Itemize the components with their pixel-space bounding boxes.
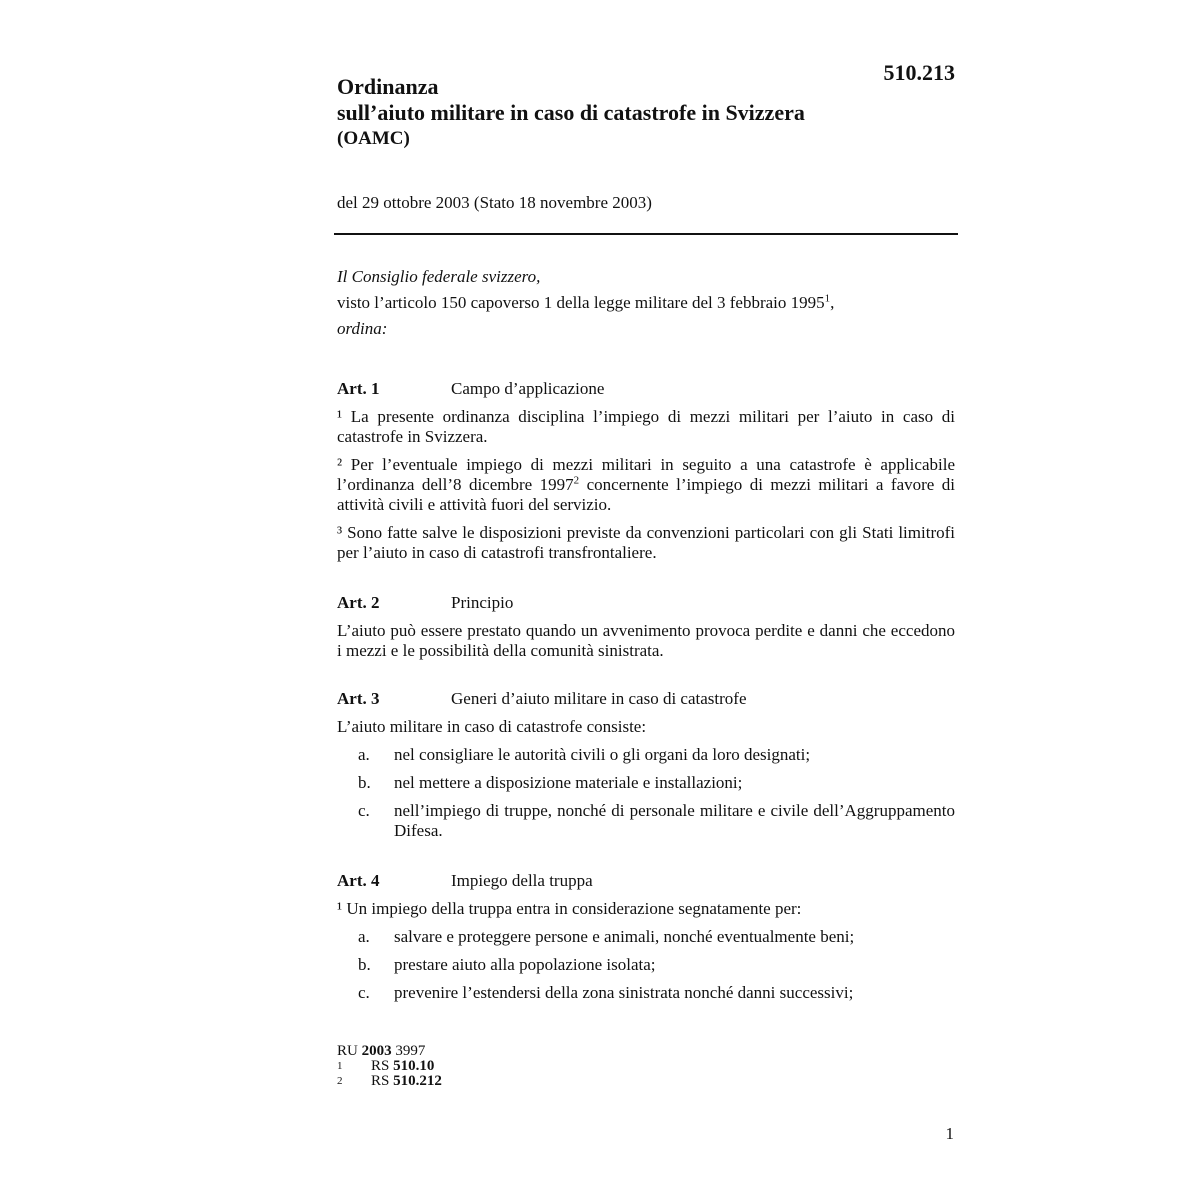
article-4-heading [337,871,955,891]
footnote-1-prefix: RS [371,1058,390,1074]
footnote-1-number: 1 [337,1060,343,1072]
official-collection-ref [337,1044,442,1059]
list-item [337,955,955,975]
footnote-1-text [371,1059,434,1074]
article-1-para-2 [337,455,955,515]
footnote-2-text [371,1074,442,1089]
footnotes [337,1044,442,1089]
ru-page: 3997 [395,1043,426,1059]
footnote-1-ref: 510.10 [393,1058,435,1074]
article-1-number: Art. 1 [337,379,380,398]
preamble [337,264,834,342]
footnote-ref-1[interactable]: 1 [824,292,831,305]
list-item-letter: c. [358,983,370,1002]
article-4 [337,871,955,1003]
list-item-letter: a. [358,927,370,946]
footnote-2-number: 2 [337,1075,343,1087]
article-3-number: Art. 3 [337,689,380,708]
article-3-title: Generi d’aiuto militare in caso di catastrofe [451,689,747,708]
footnote-2 [337,1074,442,1089]
document-number: 510.213 [883,60,955,85]
title-line-2: sull’aiuto militare in caso di catastrofe in Svizzera [337,100,805,125]
list-item-letter: b. [358,773,371,792]
header-divider [334,233,958,235]
list-item [337,927,955,947]
article-2-title: Principio [451,593,514,612]
ru-prefix: RU [337,1043,358,1059]
list-item-text: prestare aiuto alla popolazione isolata; [394,955,656,974]
footnote-2-ref: 510.212 [393,1073,442,1089]
article-1-para-3: ³ Sono fatte salve le disposizioni previste da convenzioni particolari con gli Stati limitrofi per l’aiuto in caso di catastrofi transfrontaliere. [337,523,955,562]
preamble-basis-end: , [830,293,835,312]
list-item-letter: c. [358,801,370,820]
preamble-authority: Il Consiglio federale svizzero, [337,267,541,286]
list-item-letter: b. [358,955,371,974]
article-1-heading [337,379,955,399]
article-3-intro: L’aiuto militare in caso di catastrofe consiste: [337,717,647,736]
article-4-title: Impiego della truppa [451,871,593,890]
list-item [337,983,955,1003]
list-item-text: prevenire l’estendersi della zona sinistrata nonché danni successivi; [394,983,854,1002]
article-3-heading [337,689,955,709]
article-1-para-1: ¹ La presente ordinanza disciplina l’impiego di mezzi militari per l’aiuto in caso di catastrofe in Svizzera. [337,407,955,446]
article-1-para-2-text: ² Per l’eventuale impiego di mezzi militari in seguito a una catastrofe è applicabile l’ordinanza dell’8 dicembre 1997 [337,455,955,494]
list-item-text: nel consigliare le autorità civili o gli organi da loro designati; [394,745,811,764]
article-4-number: Art. 4 [337,871,380,890]
article-2-heading [337,593,955,613]
article-3 [337,689,955,841]
footnote-1 [337,1059,442,1074]
page-title [337,74,805,126]
article-1-para-2-rest: concernente l’impiego di mezzi militari a favore di attività civili e attività fuori del servizio. [337,475,955,514]
footnote-ref-2[interactable]: 2 [573,474,580,487]
document-date: del 29 ottobre 2003 (Stato 18 novembre 2003) [337,193,652,212]
article-1-title: Campo d’applicazione [451,379,605,398]
preamble-basis [337,290,834,316]
list-item-text: salvare e proteggere persone e animali, nonché eventualmente beni; [394,927,855,946]
list-item [337,745,955,765]
list-item [337,773,955,793]
list-item [337,801,955,841]
article-4-intro: ¹ Un impiego della truppa entra in considerazione segnatamente per: [337,899,802,918]
list-item-text: nell’impiego di truppe, nonché di personale militare e civile dell’Aggruppamento Difesa. [394,801,955,840]
list-item-letter: a. [358,745,370,764]
list-item-text: nel mettere a disposizione materiale e installazioni; [394,773,743,792]
article-2 [337,593,955,661]
article-2-para-1: L’aiuto può essere prestato quando un avvenimento provoca perdite e danni che eccedono i mezzi e le possibilità della comunità sinistrata. [337,621,955,660]
article-1 [337,379,955,563]
article-2-number: Art. 2 [337,593,380,612]
ru-year: 2003 [361,1043,392,1059]
title-line-1: Ordinanza [337,74,439,99]
footnote-2-prefix: RS [371,1073,390,1089]
preamble-basis-text: visto l’articolo 150 capoverso 1 della legge militare del 3 febbraio 1995 [337,293,825,312]
preamble-decree: ordina: [337,319,388,338]
title-abbreviation: (OAMC) [337,128,410,149]
page-number: 1 [945,1124,954,1143]
